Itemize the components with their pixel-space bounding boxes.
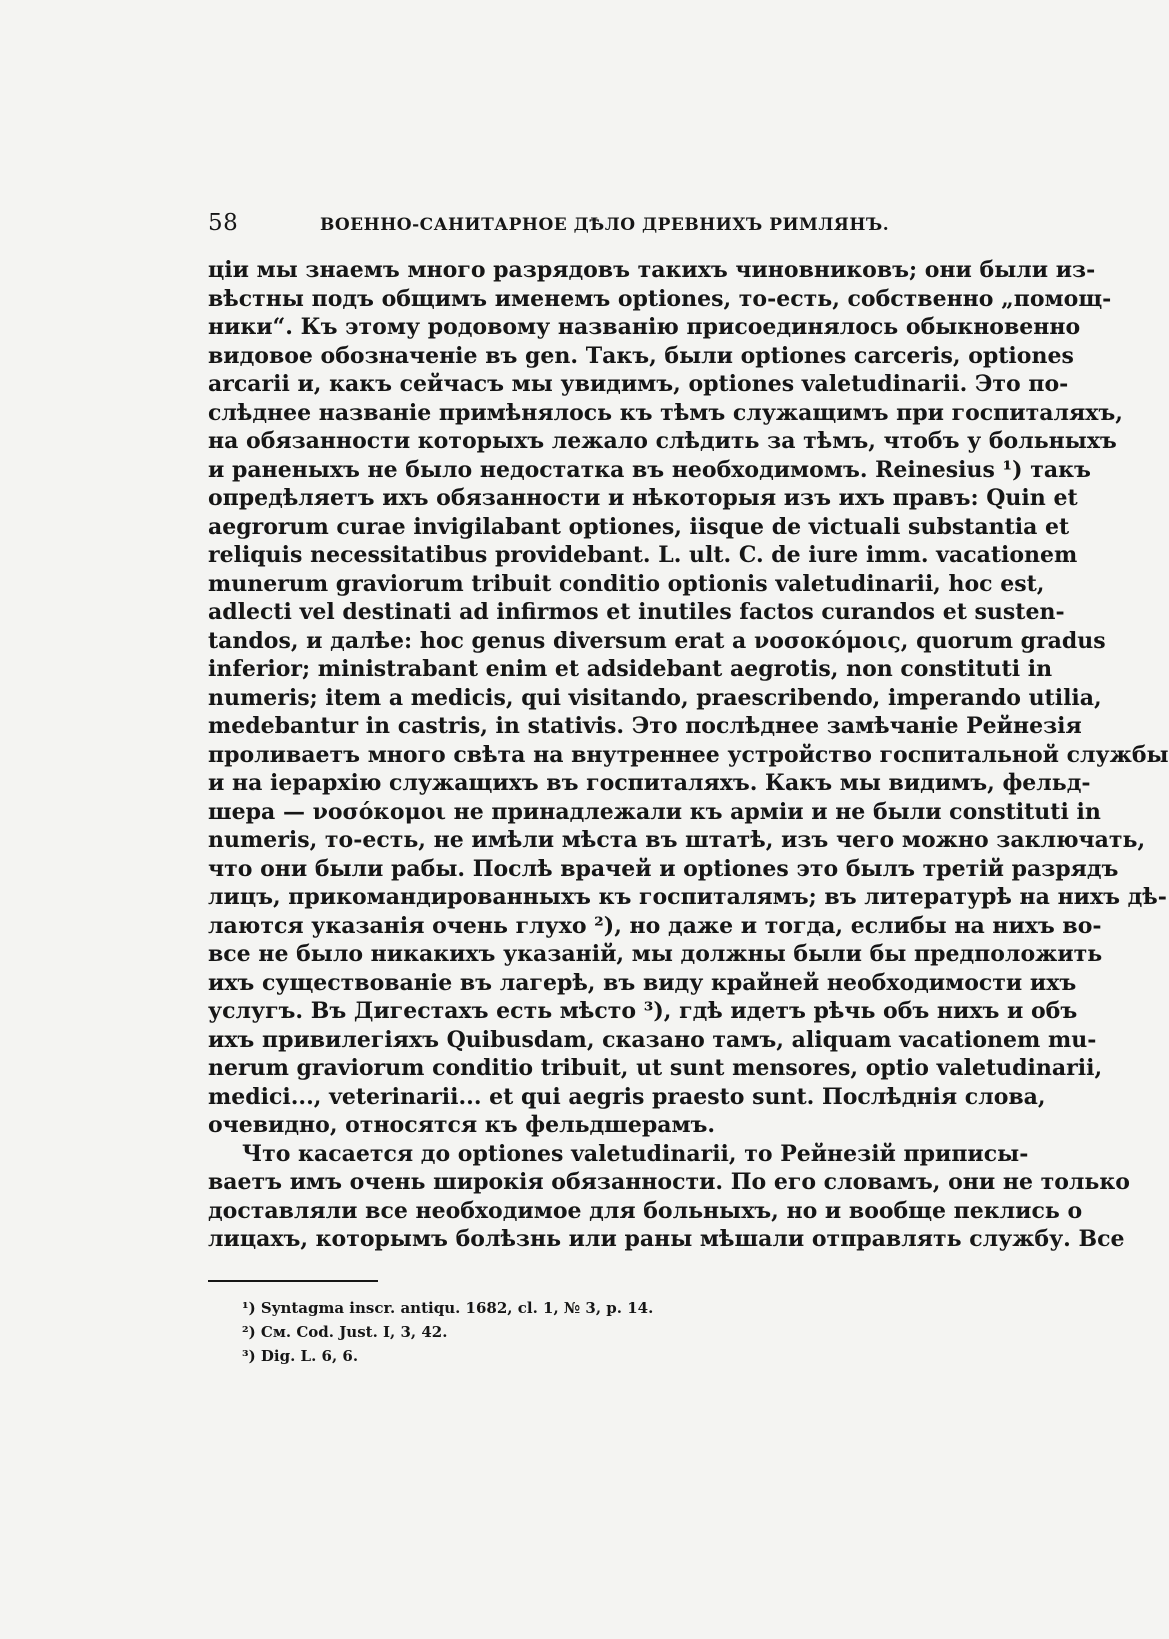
text-line: ціи мы знаемъ много разрядовъ такихъ чиновниковъ; они были из-: [208, 257, 1096, 283]
footnote-text: Syntagma inscr. antiqu. 1682, cl. 1, № 3, p. 14.: [260, 1298, 654, 1317]
text-line: ихъ привилегіяхъ Quibusdam, сказано тамъ, aliquam vacationem mu-: [208, 1026, 1097, 1053]
text-line: услугъ. Въ Дигестахъ есть мѣсто ³), гдѣ идетъ рѣчь объ нихъ и объ: [208, 998, 1078, 1024]
text-line: numeris, то-есть, не имѣли мѣста въ штатѣ, изъ чего можно заключать,: [208, 827, 1146, 853]
body-text: [208, 256, 1169, 1254]
book-page: [208, 210, 1169, 1368]
text-line: ники“. Къ этому родовому названію присоединялось обыкновенно: [208, 314, 1081, 340]
text-line: munerum graviorum tribuit conditio optionis valetudinarii, hoc est,: [208, 570, 1045, 597]
footnotes: [208, 1296, 958, 1368]
text-line: лицахъ, которымъ болѣзнь или раны мѣшали отправлять службу. Все: [208, 1226, 1125, 1252]
text-line: доставляли все необходимое для больныхъ, но и вообще пеклись о: [208, 1197, 1083, 1224]
text-line: aegrorum curae invigilabant optiones, iisque de victuali substantia et: [208, 513, 1070, 540]
text-line: adlecti vel destinati ad infirmos et inutiles factos curandos et susten-: [208, 599, 1065, 625]
text-line: Что касается до optiones valetudinarii, то Рейнезій приписы-: [242, 1140, 1029, 1167]
footnote-text: См. Cod. Just. I, 3, 42.: [260, 1322, 448, 1341]
text-line: все не было никакихъ указаній, мы должны были бы предположить: [208, 941, 1103, 967]
text-line: и на іерархію служащихъ въ госпиталяхъ. Какъ мы видимъ, фельд-: [208, 770, 1091, 796]
text-line: что они были рабы. Послѣ врачей и optiones это былъ третій разрядъ: [208, 855, 1119, 882]
text-line: numeris; item a medicis, qui visitando, praescribendo, imperando utilia,: [208, 684, 1102, 711]
text-line: inferior; ministrabant enim et adsidebant aegrotis, non constituti in: [208, 656, 1053, 682]
text-line: видовое обозначеніе въ gen. Такъ, были optiones carceris, optiones: [208, 342, 1074, 369]
page-header: [208, 210, 958, 236]
text-line: reliquis necessitatibus providebant. L. ult. C. de iure imm. vacationem: [208, 542, 1078, 568]
text-line: medici..., veterinarii... et qui aegris praesto sunt. Послѣднія слова,: [208, 1083, 1046, 1110]
text-line: и раненыхъ не было недостатка въ необходимомъ. Reinesius ¹) такъ: [208, 456, 1091, 483]
text-line: medebantur in castris, in stativis. Это послѣднее замѣчаніе Рейнезія: [208, 713, 1082, 739]
footnote-mark: ²): [242, 1322, 256, 1341]
text-line: лицъ, прикомандированныхъ къ госпиталямъ; въ литературѣ на нихъ дѣ-: [208, 884, 1167, 910]
text-line: ихъ существованіе въ лагерѣ, въ виду крайней необходимости ихъ: [208, 969, 1077, 996]
footnote: [242, 1320, 958, 1344]
text-line: arcarii и, какъ сейчасъ мы увидимъ, optiones valetudinarii. Это по-: [208, 371, 1069, 397]
text-line: tandos, и далѣе: hoc genus diversum erat a νοσοκόμοις, quorum gradus: [208, 627, 1106, 654]
footnote-mark: ¹): [242, 1298, 256, 1317]
text-line: ваетъ имъ очень широкія обязанности. По его словамъ, они не только: [208, 1169, 1130, 1195]
text-line: шера — νοσόκομοι не принадлежали къ арміи и не были constituti in: [208, 798, 1101, 825]
text-line: слѣднее названіе примѣнялось къ тѣмъ служащимъ при госпиталяхъ,: [208, 399, 1123, 426]
footnote: [242, 1344, 958, 1368]
text-line: вѣстны подъ общимъ именемъ optiones, то-есть, собственно „помощ-: [208, 285, 1112, 312]
text-line: nerum graviorum conditio tribuit, ut sunt mensores, optio valetudinarii,: [208, 1055, 1103, 1081]
text-line: очевидно, относятся къ фельдшерамъ.: [208, 1112, 716, 1138]
footnote-text: Dig. L. 6, 6.: [260, 1346, 359, 1365]
page-number: 58: [208, 210, 239, 236]
footnote: [242, 1296, 958, 1320]
running-title: ВОЕННО-САНИТАРНОЕ ДѢЛО ДРЕВНИХЪ РИМЛЯНЪ.: [320, 215, 890, 235]
footnote-divider: [208, 1280, 378, 1282]
text-line: на обязанности которыхъ лежало слѣдить за тѣмъ, чтобъ у больныхъ: [208, 428, 1117, 454]
text-line: лаются указанія очень глухо ²), но даже и тогда, еслибы на нихъ во-: [208, 912, 1102, 939]
text-line: проливаетъ много свѣта на внутреннее устройство госпитальной службы: [208, 741, 1169, 768]
footnote-mark: ³): [242, 1346, 256, 1365]
text-line: опредѣляетъ ихъ обязанности и нѣкоторыя изъ ихъ правъ: Quin et: [208, 485, 1078, 511]
